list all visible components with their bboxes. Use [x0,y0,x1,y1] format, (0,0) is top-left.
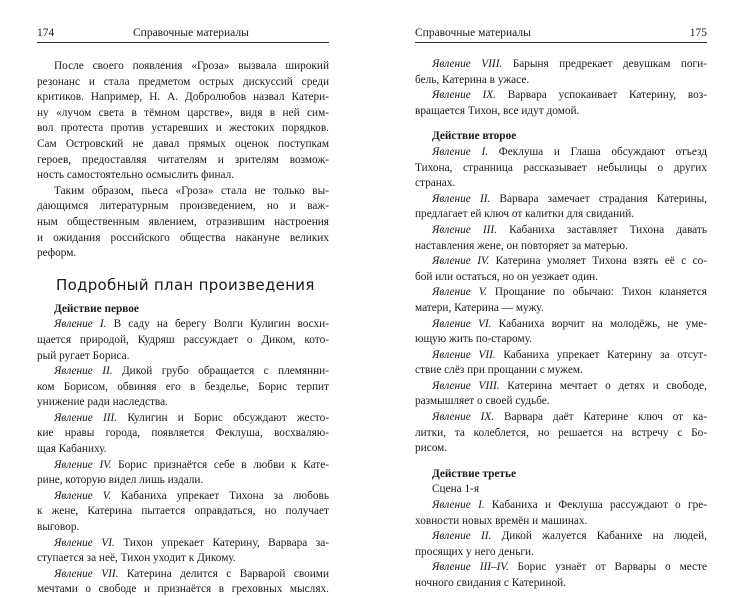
text-line [37,215,329,231]
line-text: ющую жить по-старому. [415,333,532,346]
text-line [415,317,707,333]
line-text: Прощание по обычаю: Тихон кланяется [487,286,707,299]
scene-list [415,145,707,457]
text-line [415,394,707,410]
line-text: В саду на берегу Волги Кулигин восхи- [106,318,329,331]
scene-entry [415,145,707,192]
act-heading: Действие второе [432,130,517,143]
text-line [37,442,329,458]
line-text: Барыня предрекает девушкам поги- [502,58,707,70]
scene-label: Явление V. [432,286,487,299]
line-text: ком Борисом, обвиняя его в безделье, Борис терпит [37,380,329,393]
scene-entry [415,529,707,560]
scene-list [415,498,707,592]
text-line [37,567,329,583]
line-text: Кабаниха упрекает Катерину за отсут- [495,348,707,361]
line-text: ховности новых времён и машинах. [415,514,588,527]
text-line [37,246,329,262]
line-text: Варвара даёт Катерине ключ от ка- [494,411,707,424]
text-line [415,348,707,364]
line-text: странах. [415,177,456,190]
scene-entry [415,560,707,591]
text-line [37,364,329,380]
line-text: Кабаниха и Феклуша рассуждают о гре- [484,499,707,512]
text-line [37,184,329,200]
text-line [37,458,329,474]
line-text: Кабаниха упрекает Тихона за любовь [111,489,329,502]
line-text: Тихона, странница рассказывает небылицы о других [415,161,707,174]
right-page [415,0,707,589]
line-text: Катерина мечтает о детях и свободе, [499,379,707,392]
running-head [415,26,707,43]
scene-entry [37,536,329,567]
scene-entry [37,489,329,536]
line-text: к жене, Катерина пытается оправдаться, но получает [37,505,329,518]
text-line [415,379,707,395]
text-line [37,59,329,75]
line-text: щая Кабаниху. [37,443,107,456]
text-line [415,192,707,208]
text-line [415,270,707,286]
text-line [415,560,707,576]
text-line [37,75,329,91]
line-text: Таким образом, пьеса «Гроза» стала не только вы- [54,184,329,197]
scene-entry [415,348,707,379]
line-text: вол протеста против устаревших и жестоких порядков. [37,122,329,135]
scene-entry [415,254,707,285]
line-text: и ожидания российского общества накануне великих [37,231,329,244]
scene-entry [415,317,707,348]
scene-label: Явление IV. [432,255,490,268]
line-text: реформ. [37,247,77,260]
text-line [37,426,329,442]
text-line [415,410,707,426]
line-text: критиков. Например, Н. А. Добролюбов назвал Катери- [37,91,329,104]
act-heading: Действие третье [432,467,516,480]
line-text: ну «лучом света в тёмном царстве», видя в ней сим- [37,106,329,119]
line-text: резонанс и стала предметом острых дискуссий среди [37,75,329,88]
line-text: бель, Катерина в ужасе. [415,73,530,86]
line-text: Катерина умоляет Тихона взять её с со- [489,255,707,268]
line-text: мечтами о свободе и признаётся в греховных мыслях. [37,583,329,596]
text-line [415,254,707,270]
text-line [415,545,707,561]
scene-label: Явление VII. [432,348,496,361]
body-text [37,59,329,598]
text-line [37,317,329,333]
scene-entry [415,498,707,529]
scene-label: Явление I. [54,318,107,331]
text-line [415,73,707,89]
scene-label: Явление IX. [432,411,495,424]
scene-entry [37,458,329,489]
line-text: матери, Катерина — мужу. [415,301,544,314]
text-line [37,333,329,349]
scene-label: Явление VII. [54,567,119,580]
text-line [37,231,329,247]
text-line [415,285,707,301]
line-text: унижение ради наследства. [37,396,168,409]
scene-label: Явление III. [54,411,118,424]
line-text: дающимся литературным произведением, но и важ- [37,200,329,213]
text-line [37,473,329,489]
scene-entry [415,410,707,457]
scene-entry [415,192,707,223]
line-text: Варвара замечает страдания Катерины, [490,192,707,205]
scene-label: Явление II. [54,365,113,378]
text-line [37,520,329,536]
text-line [37,380,329,396]
scene-label: Явление VI. [432,317,492,330]
line-text: Варвара успокаивает Катерину, воз- [496,89,707,102]
line-text: ствие слёз при прощании с мужем. [415,364,583,377]
text-line [37,106,329,122]
line-text: Кулигин и Борис обсуждают жесто- [117,411,329,424]
text-line [37,582,329,598]
line-text: рисом. [415,442,448,455]
line-text: Феклуша и Глаша обсуждают отъезд [488,145,707,158]
scene-entry [415,223,707,254]
line-text: размышляет о своей судьбе. [415,395,550,408]
text-line [415,441,707,457]
text-line [37,199,329,215]
line-text: наставления жене, он повторяет за матерью. [415,239,628,252]
line-text: Борис узнаёт от Варвары о месте [508,561,707,574]
scene-label: Явление III–IV. [432,561,509,574]
scene-entry [37,411,329,458]
text-line [37,137,329,153]
line-text: Борис признаётся себе в любви к Кате- [111,458,329,471]
line-text: Катерина делится с Варварой своими [118,567,329,580]
scene-label: Явление I. [432,499,485,512]
line-text: ность самостоятельно осмыслить финал. [37,169,235,182]
scene-entry [415,88,707,119]
text-line [415,207,707,223]
text-line [415,88,707,104]
scene-entry [37,317,329,364]
scene-heading: Сцена 1-я [432,483,480,496]
scene-label: Явление VIII. [432,379,500,392]
paragraph [37,59,329,184]
line-text: бой или остаться, но он уезжает один. [415,270,599,283]
text-line [37,168,329,184]
text-line [37,489,329,505]
scene-label: Явление I. [432,145,489,158]
running-title: Справочные материалы [415,27,531,39]
scene-label: Явление III. [432,223,498,236]
line-text: рине, которую видел лишь издали. [37,474,204,487]
line-text: Дикой грубо обращается с племянни- [112,365,329,378]
text-line [37,504,329,520]
text-line [37,153,329,169]
line-text: Кабаниха заставляет Тихона давать [497,223,707,236]
line-text: рый ругает Бориса. [37,349,130,362]
scene-entry [37,567,329,598]
line-text: героев, предоставляя читателям и зрителям возмож- [37,153,329,166]
paragraph [37,184,329,262]
scene-list [415,57,707,119]
text-line [37,121,329,137]
line-text: предлагает ей ключ от калитки для свиданий. [415,208,635,221]
running-head [37,26,329,43]
text-line [415,161,707,177]
text-line [37,349,329,365]
line-text: ступается за неё, Тихон уходит к Дикому. [37,552,236,565]
scene-label: Явление VIII. [432,58,503,70]
scene-label: Явление VI. [54,536,115,549]
page-number: 174 [37,27,55,39]
text-line [415,176,707,192]
text-line [415,332,707,348]
text-line [415,223,707,239]
text-line [415,576,707,592]
line-text: кие нравы города, появляется Феклуша, восхваляю- [37,427,329,440]
text-line [415,301,707,317]
line-text: вращается Тихон, все идут домой. [415,104,580,117]
line-text: Дикой жалуется Кабанихе на людей, [491,530,707,543]
scene-label: Явление IX. [432,89,496,102]
text-line [415,426,707,442]
text-line [415,145,707,161]
text-line [37,536,329,552]
text-line [415,104,707,120]
section-heading: Подробный план произведения [56,275,315,294]
text-line [415,498,707,514]
line-text: ным общественным явлением, отразившим настроения [37,215,329,228]
text-line [37,411,329,427]
text-line [415,514,707,530]
scene-entry [415,285,707,316]
scene-entry [37,364,329,411]
left-page [37,0,329,596]
text-line [415,57,707,73]
scene-label: Явление II. [432,530,492,543]
text-line [37,551,329,567]
scene-entry [415,57,707,88]
line-text: После своего появления «Гроза» вызвала широкий [54,60,329,72]
scene-entry [415,379,707,410]
body-text [415,57,707,592]
line-text: щается природой, Кудряш рассуждает о Диком, кото- [37,333,329,346]
line-text: Тихон упрекает Катерину, Варвара за- [114,536,329,549]
line-text: выговор. [37,521,80,534]
line-text: ночного свидания с Катериной. [415,577,567,589]
text-line [37,395,329,411]
text-line [415,363,707,379]
line-text: просящих у него деньги. [415,545,534,558]
text-line [415,529,707,545]
scene-label: Явление IV. [54,458,112,471]
page-number: 175 [689,27,707,39]
text-line [37,90,329,106]
text-line [415,239,707,255]
line-text: Сам Островский не давал прямых оценок поступкам [37,137,329,150]
scene-label: Явление V. [54,489,111,502]
running-title: Справочные материалы [133,27,249,39]
scene-label: Явление II. [432,192,491,205]
line-text: Кабаниха ворчит на молодёжь, не уме- [491,317,707,330]
scene-list [37,317,329,598]
act-heading: Действие первое [54,302,139,315]
line-text: литки, та колеблется, но решается на встречу с Бо- [415,426,707,439]
